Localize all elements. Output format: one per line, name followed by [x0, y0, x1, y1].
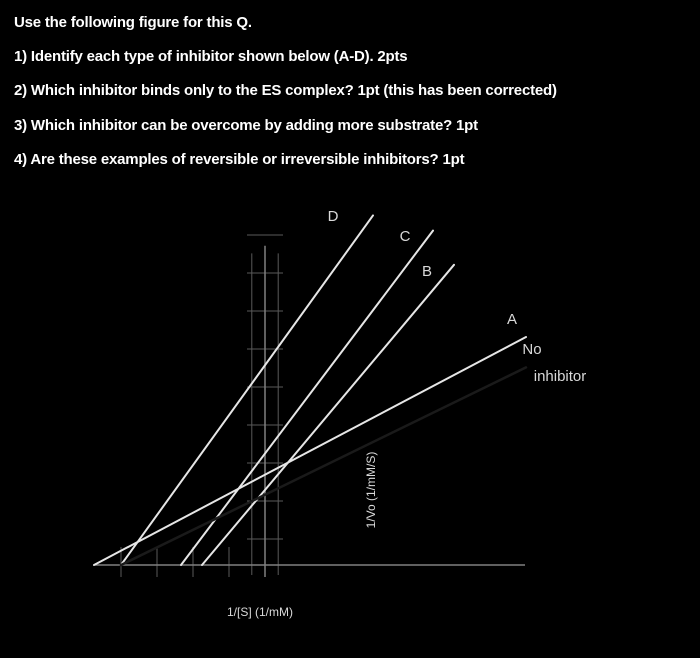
question-heading: Use the following figure for this Q.	[14, 14, 252, 31]
series-line-c	[181, 231, 433, 565]
series-label-a: A	[506, 311, 518, 328]
series-label-c: C	[399, 228, 411, 245]
series-label-no-inhibitor: inhibitor	[533, 368, 587, 385]
x-axis-label: 1/[S] (1/mM)	[226, 605, 294, 619]
question-4: 4) Are these examples of reversible or irreversible inhibitors? 1pt	[14, 151, 465, 168]
series-line-no-inhibitor	[121, 367, 526, 565]
question-2: 2) Which inhibitor binds only to the ES complex? 1pt (this has been corrected)	[14, 82, 557, 99]
series-label-no-inhibitor: No	[522, 341, 542, 358]
series-lines	[94, 215, 526, 565]
y-axis-label: 1/Vo (1/mM/S)	[364, 451, 378, 529]
series-line-a	[94, 337, 526, 565]
series-label-b: B	[421, 263, 433, 280]
question-3: 3) Which inhibitor can be overcome by adding more substrate? 1pt	[14, 117, 478, 134]
series-labels	[328, 208, 587, 385]
axes	[95, 246, 525, 577]
series-line-b	[202, 265, 454, 565]
series-label-d: D	[327, 208, 339, 225]
question-1: 1) Identify each type of inhibitor shown below (A-D). 2pts	[14, 48, 408, 65]
